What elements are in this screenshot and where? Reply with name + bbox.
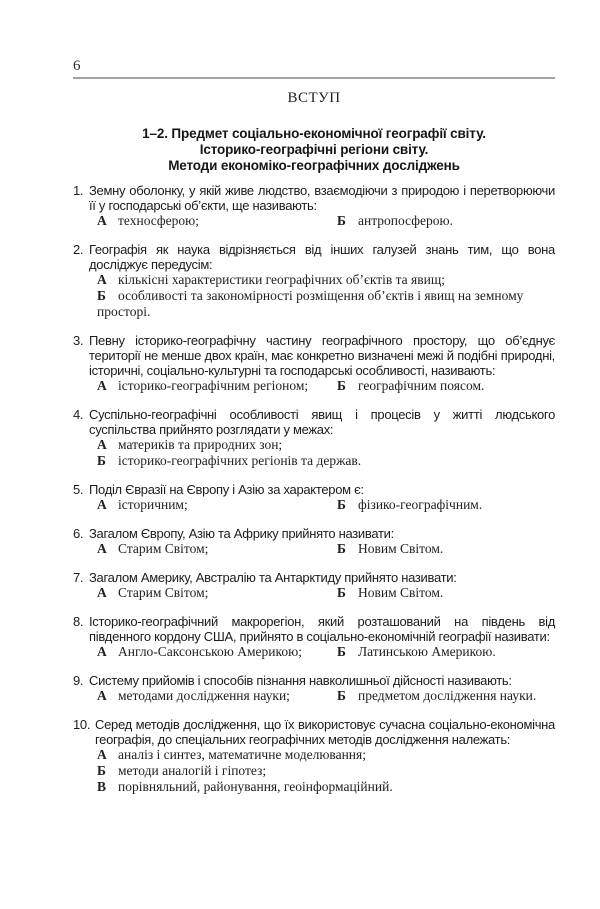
question-2 [73, 242, 555, 320]
option-text: фізико-географічним. [358, 497, 483, 512]
option-letter: Б [337, 585, 346, 600]
option-letter: А [97, 272, 107, 287]
option-letter: Б [337, 378, 346, 393]
option-letter: А [97, 747, 107, 762]
options-group [97, 747, 555, 795]
option-letter: Б [337, 644, 346, 659]
question-number: 5. [73, 482, 84, 497]
options-group [97, 644, 555, 660]
option-letter: Б [97, 453, 106, 468]
option-letter: А [97, 644, 107, 659]
option-letter: А [97, 585, 107, 600]
option [97, 644, 337, 660]
option-text: Новим Світом. [358, 585, 444, 600]
option-text: історико-географічних регіонів та держав. [118, 453, 362, 468]
chapter-title: ВСТУП [287, 90, 341, 106]
option-text: методами дослідження науки; [118, 688, 290, 703]
question-stem: Суспільно-географічні особливості явищ і процесів у житті людського суспільства прийнято розглядати у межах: [89, 407, 555, 437]
option [97, 288, 555, 320]
option-text: техносферою; [118, 213, 200, 228]
options-group [97, 541, 555, 557]
option-letter: Б [97, 763, 106, 778]
question-number: 4. [73, 407, 84, 422]
option [97, 378, 337, 394]
option [97, 437, 555, 453]
section-title [73, 126, 555, 174]
option [97, 541, 337, 557]
section-title-line: Історико-географічні регіони світу. [199, 142, 429, 157]
option [97, 585, 337, 601]
option [337, 644, 555, 660]
question-stem: Систему прийомів і способів пізнання навколишньої дійсності називають: [89, 673, 512, 688]
option-text: історико-географічним регіоном; [118, 378, 309, 393]
option [97, 779, 555, 795]
question-3 [73, 333, 555, 394]
question-number: 9. [73, 673, 84, 688]
option [337, 688, 555, 704]
question-number: 10. [73, 717, 91, 732]
option [97, 763, 555, 779]
question-stem: Земну оболонку, у якій живе людство, взаємодіючи з природою і перетворюючи її у господарські об’єкти, ще називають: [89, 183, 555, 213]
option [337, 585, 555, 601]
option-text: антропосферою. [358, 213, 453, 228]
option-text: історичним; [118, 497, 188, 512]
option-letter: Б [97, 288, 106, 303]
option-text: порівняльний, районування, геоінформаційний. [118, 779, 393, 794]
question-stem: Історико-географічний макрорегіон, який розташований на південь від південного кордону США, прийнято в соціально-економічній географії називати: [89, 614, 555, 644]
section-title-line: Методи економіко-географічних досліджень [168, 158, 460, 173]
question-number: 1. [73, 183, 84, 198]
question-stem: Загалом Європу, Азію та Африку прийнято називати: [89, 526, 394, 541]
option-letter: Б [337, 541, 346, 556]
option-text: Новим Світом. [358, 541, 444, 556]
question-1 [73, 183, 555, 229]
option-letter: А [97, 378, 107, 393]
options-group [97, 213, 555, 229]
option-text: материків та природних зон; [118, 437, 283, 452]
option-letter: В [97, 779, 107, 794]
question-stem: Поділ Євразії на Європу і Азію за характером є: [89, 482, 364, 497]
options-group [97, 585, 555, 601]
question-stem: Загалом Америку, Австралію та Антарктиду прийнято називати: [89, 570, 457, 585]
question-stem: Певну історико-географічну частину географічного простору, що об’єднує території не менше двох країн, має конкретно визначені межі й подібні природні, історичні, соціально-культурні та господарські особливості, називають: [89, 333, 555, 378]
option-text: Латинською Америкою. [358, 644, 496, 659]
option [97, 272, 555, 288]
question-8 [73, 614, 555, 660]
question-7 [73, 570, 555, 601]
page-number: 6 [73, 58, 81, 74]
option [97, 497, 337, 513]
section-title-line: 1–2. Предмет соціально-економічної географії світу. [142, 126, 486, 141]
option-letter: А [97, 497, 107, 512]
option [337, 541, 555, 557]
option-letter: А [97, 213, 107, 228]
question-number: 6. [73, 526, 84, 541]
option-text: кількісні характеристики географічних об’єктів та явищ; [118, 272, 445, 287]
options-group [97, 497, 555, 513]
question-stem: Географія як наука відрізняється від інших галузей знань тим, що вона досліджує передусім: [89, 242, 555, 272]
option [97, 453, 555, 469]
option-letter: А [97, 688, 107, 703]
page-content [73, 57, 555, 795]
question-6 [73, 526, 555, 557]
option-text: методи аналогій і гіпотез; [118, 763, 267, 778]
question-number: 7. [73, 570, 84, 585]
page-header-rule [73, 57, 555, 79]
option-letter: А [97, 541, 107, 556]
option-letter: Б [337, 213, 346, 228]
option-letter: А [97, 437, 107, 452]
option-text: Англо-Саксонською Америкою; [118, 644, 302, 659]
option [337, 378, 555, 394]
option-text: аналіз і синтез, математичне моделювання; [118, 747, 366, 762]
questions-list [73, 183, 555, 795]
question-4 [73, 407, 555, 469]
option-letter: Б [337, 497, 346, 512]
question-5 [73, 482, 555, 513]
question-stem: Серед методів дослідження, що їх використовує сучасна соціально-економічна географія, до спеціальних географічних методів дослідження належать: [95, 717, 555, 747]
option-text: Старим Світом; [118, 585, 209, 600]
question-10 [73, 717, 555, 795]
options-group [97, 272, 555, 320]
option-text: географічним поясом. [358, 378, 485, 393]
options-group [97, 688, 555, 704]
option [337, 213, 555, 229]
question-9 [73, 673, 555, 704]
question-number: 2. [73, 242, 84, 257]
option [97, 213, 337, 229]
option-text: особливості та закономірності розміщення об’єктів і явищ на земному просторі. [97, 288, 524, 319]
option-text: предметом дослідження науки. [358, 688, 537, 703]
option-letter: Б [337, 688, 346, 703]
question-number: 8. [73, 614, 84, 629]
options-group [97, 378, 555, 394]
option [337, 497, 555, 513]
option [97, 688, 337, 704]
question-number: 3. [73, 333, 84, 348]
option-text: Старим Світом; [118, 541, 209, 556]
options-group [97, 437, 555, 469]
option [97, 747, 555, 763]
